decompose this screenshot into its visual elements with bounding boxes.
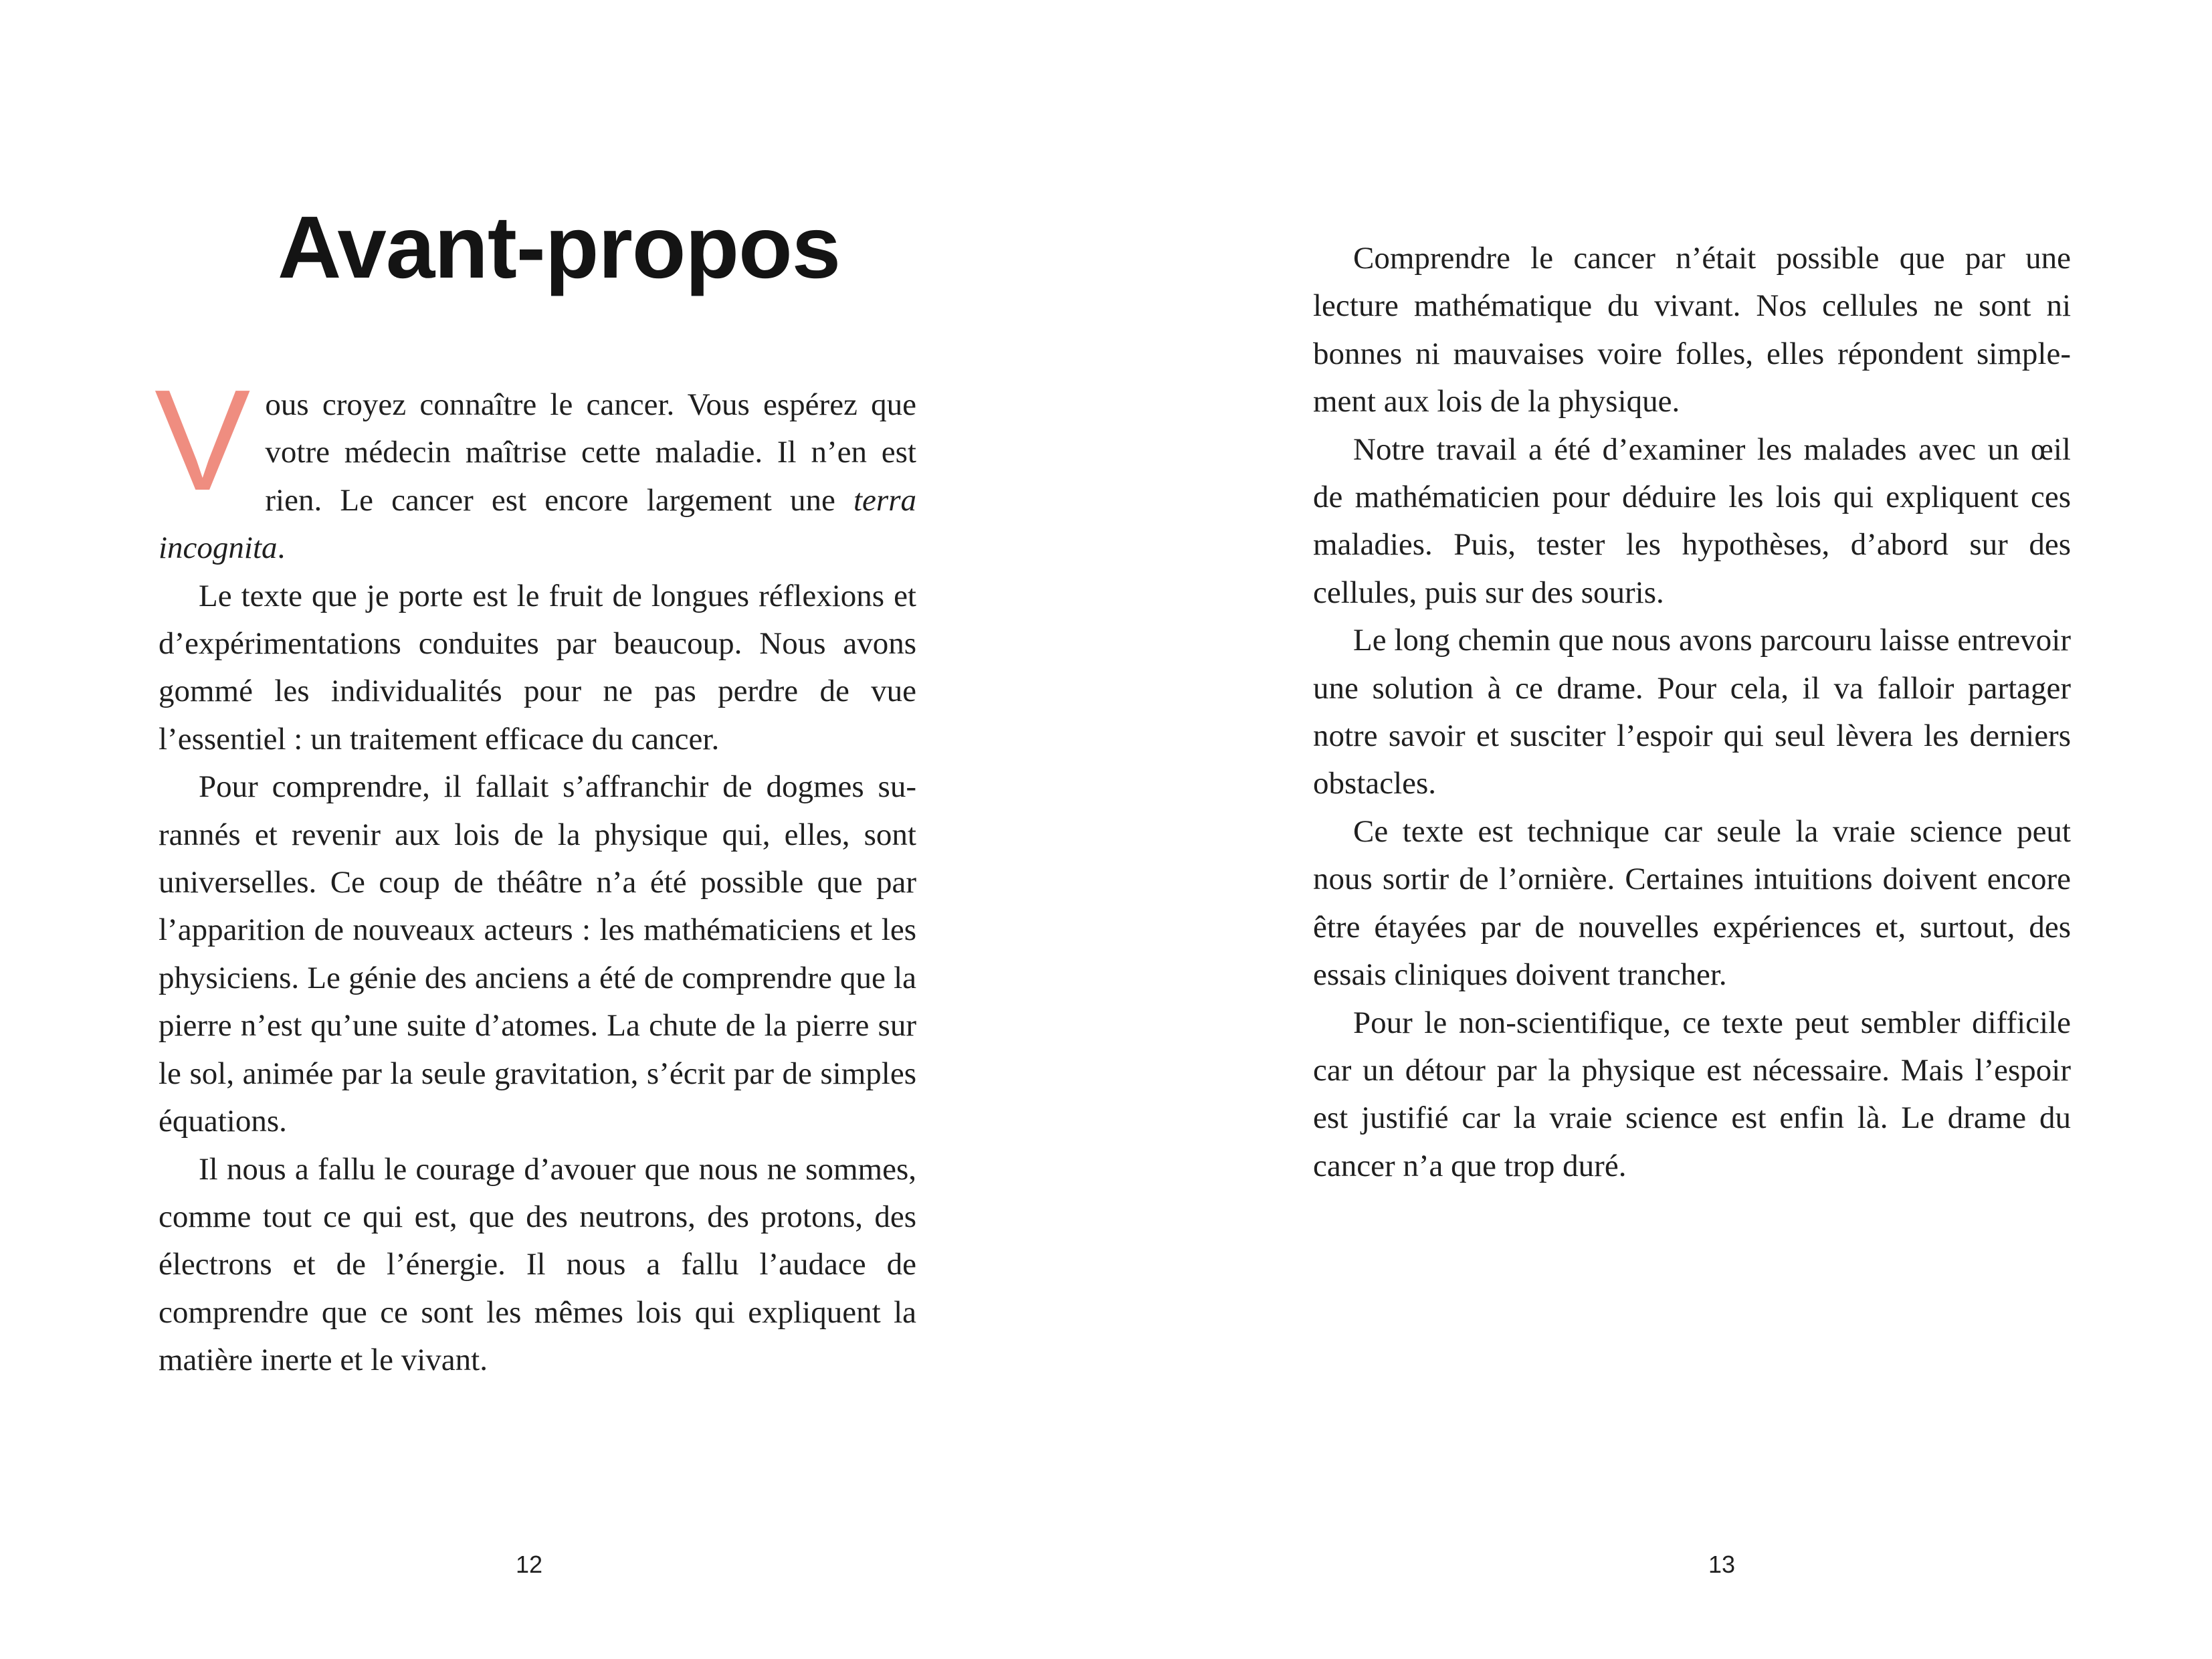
paragraph: Pour comprendre, il fallait s’affranchir de dogmes surannés et revenir aux lois de la physique qui, elles, sont universelles. Ce coup de théâtre n’a été possible que par l’apparition de nouveaux acteurs : les mathématiciens et les physiciens. Le génie des anciens a été de comprendre que la pierre n’est qu’une suite d’atomes. La chute de la pierre sur le sol, animée par la seule gravitation, s’écrit par de simples équations. <box>159 769 916 1139</box>
paragraph: Le texte que je porte est le fruit de longues réflexions et d’expérimentations conduites par beaucoup. Nous avons gommé les individualités pour ne pas perdre de vue l’essentiel : un traitement efficace du cancer. <box>159 578 916 757</box>
paragraph: Il nous a fallu le courage d’avouer que nous ne sommes, comme tout ce qui est, que des neutrons, des protons, des électrons et de l’énergie. Il nous a fallu l’audace de comprendre que ce sont les mêmes lois qui expliquent la matière inerte et le vivant. <box>159 1151 916 1378</box>
opening-italic-phrase: terra incognita <box>159 482 916 566</box>
right-text-block <box>1313 235 2071 1190</box>
paragraph: Pour le non-scientifique, ce texte peut sembler difficile car un détour par la physique est nécessaire. Mais l’espoir est justifié car la vraie science est enfin là. Le drame du cancer n’a que trop duré. <box>1313 1005 2071 1183</box>
opening-text: ous croyez connaître le cancer. Vous espérez que votre médecin maîtrise cette maladie. Il n’en est rien. Le cancer est encore largement une <box>265 387 916 518</box>
page-number-right: 13 <box>1708 1551 1736 1578</box>
opening-end: . <box>277 530 286 566</box>
paragraph: Comprendre le cancer n’était possible que par une lecture mathématique du vivant. Nos cellules ne sont ni bonnes ni mauvaises voire folles, elles répondent simplement aux lois de la physique. <box>1313 241 2071 419</box>
paragraph: Ce texte est technique car seule la vraie science peut nous sortir de l’ornière. Certaines intuitions doivent encore être étayées par de nouvelles expériences et, surtout, des essais cliniques doivent trancher. <box>1313 813 2071 993</box>
paragraph: Le long chemin que nous avons parcouru laisse entrevoir une solution à ce drame. Pour cela, il va falloir partager notre savoir et susciter l’espoir qui seul lèvera les derniers obstacles. <box>1313 623 2071 801</box>
page-number-left: 12 <box>515 1551 543 1578</box>
paragraph: Notre travail a été d’examiner les malades avec un œil de mathématicien pour déduire les lois qui expliquent ces maladies. Puis, tester les hypothèses, d’abord sur des cellules, puis sur des souris. <box>1313 431 2071 610</box>
drop-cap: V <box>155 359 251 520</box>
left-text-block <box>155 359 916 1385</box>
opening-paragraph <box>155 359 916 573</box>
chapter-title: Avant-propos <box>278 198 841 296</box>
right-page <box>1106 0 2211 1659</box>
